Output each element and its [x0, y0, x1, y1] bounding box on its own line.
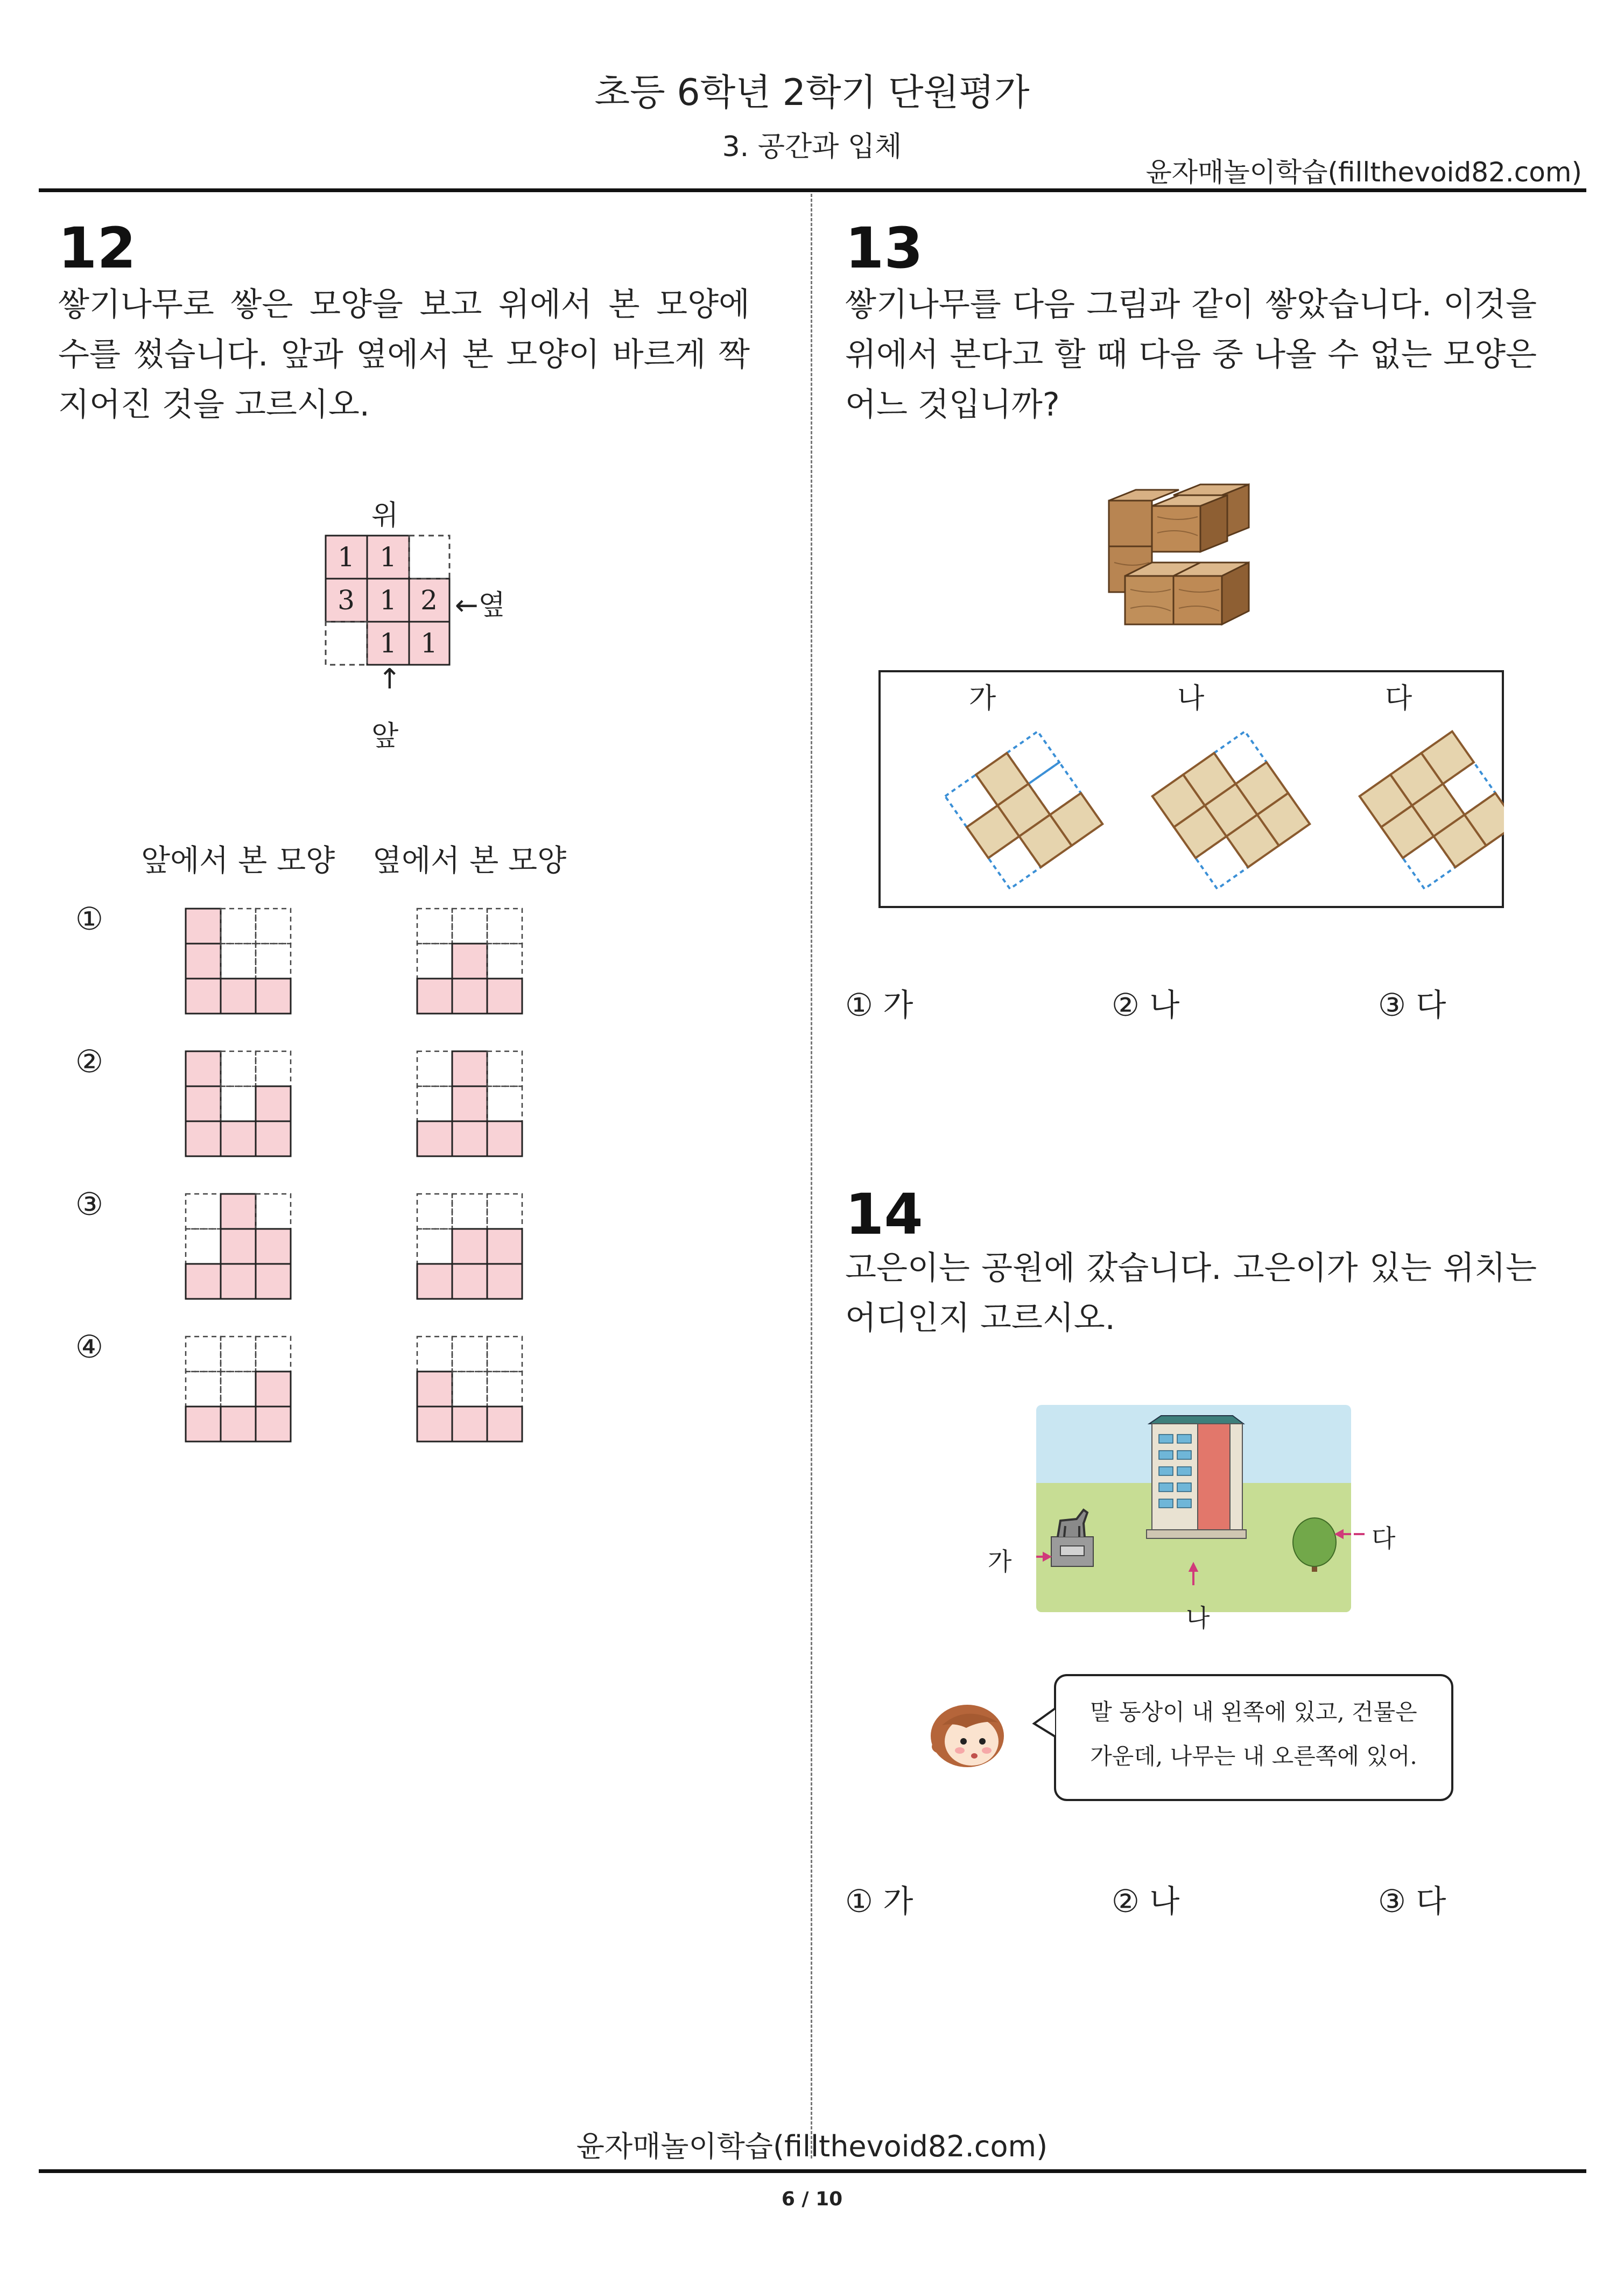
speech-line-2: 가운데, 나무는 내 오른쪽에 있어.: [1090, 1743, 1417, 1769]
view-empty-cell: [487, 1194, 522, 1229]
view-block: [186, 1121, 221, 1156]
unit-subtitle: 3. 공간과 입체: [722, 131, 902, 163]
view-empty-cell: [417, 944, 452, 979]
view-empty-cell: [417, 1051, 452, 1086]
view-block: [487, 1121, 522, 1156]
question-13-number: 13: [845, 215, 923, 281]
view-block: [256, 1086, 291, 1121]
option-4-front-view: [183, 1332, 293, 1448]
building-icon: [1147, 1416, 1246, 1538]
grid-number: 1: [379, 628, 397, 659]
view-block: [221, 1229, 256, 1264]
view-empty-cell: [487, 1337, 522, 1372]
view-block: [256, 1372, 291, 1407]
view-empty-cell: [221, 1337, 256, 1372]
map-label-ga: 가: [988, 1547, 1012, 1576]
question-12-text: 쌓기나무로 쌓은 모양을 보고 위에서 본 모양에 수를 썼습니다. 앞과 옆에서 본 모양이 바르게 짝지어진 것을 고르시오.: [58, 286, 750, 424]
view-empty-cell: [221, 909, 256, 944]
view-empty-cell: [417, 1194, 452, 1229]
column-header-side: 옆에서 본 모양: [372, 843, 567, 878]
grid-number: 1: [420, 628, 438, 659]
view-empty-cell: [452, 1337, 487, 1372]
view-empty-cell: [256, 944, 291, 979]
view-empty-cell: [186, 1229, 221, 1264]
view-block: [221, 1407, 256, 1442]
girl-avatar: [923, 1696, 1009, 1771]
view-empty-cell: [186, 1337, 221, 1372]
q13-choice-1[interactable]: ① 가: [845, 987, 913, 1023]
view-block: [452, 1407, 487, 1442]
q13-choice-2[interactable]: ② 나: [1112, 987, 1180, 1023]
view-block: [221, 1264, 256, 1299]
view-empty-cell: [452, 909, 487, 944]
view-empty-cell: [256, 909, 291, 944]
view-block: [256, 1229, 291, 1264]
view-block: [186, 909, 221, 944]
view-block: [487, 1264, 522, 1299]
option-3-front-view: [183, 1190, 293, 1305]
grid-number: 1: [379, 585, 397, 616]
view-block: [452, 1264, 487, 1299]
figure-label-ga: 가: [969, 683, 996, 715]
grid-label-side: ←옆: [455, 589, 505, 622]
footer-site: 윤자매놀이학습(fillthevoid82.com): [576, 2129, 1048, 2163]
q14-choice-3[interactable]: ③ 다: [1378, 1883, 1446, 1920]
view-block: [487, 979, 522, 1014]
view-block: [256, 1121, 291, 1156]
map-arrow-da: [1354, 1531, 1365, 1537]
view-block: [186, 1407, 221, 1442]
figure-label-na: 나: [1177, 683, 1205, 715]
view-block: [256, 1407, 291, 1442]
view-block: [186, 979, 221, 1014]
view-block: [221, 1121, 256, 1156]
view-empty-cell: [417, 1337, 452, 1372]
grid-number: 1: [338, 542, 355, 573]
view-block: [221, 1194, 256, 1229]
speech-line-1: 말 동상이 내 왼쪽에 있고, 건물은: [1090, 1699, 1417, 1725]
column-divider: [811, 194, 812, 2159]
grid-label-front: 앞: [371, 720, 399, 753]
view-empty-cell: [256, 1337, 291, 1372]
view-block: [452, 1086, 487, 1121]
view-empty-cell: [452, 1372, 487, 1407]
view-block: [452, 1051, 487, 1086]
option-3-mark[interactable]: ③: [75, 1186, 103, 1222]
speech-bubble-tail: [1031, 1706, 1058, 1739]
header-rule: [39, 188, 1586, 192]
page-title: 초등 6학년 2학기 단원평가: [594, 72, 1030, 114]
view-block: [186, 1264, 221, 1299]
option-1-front-view: [183, 904, 293, 1020]
view-block: [417, 1121, 452, 1156]
view-block: [186, 944, 221, 979]
view-empty-cell: [186, 1194, 221, 1229]
view-empty-cell: [186, 1372, 221, 1407]
page-number: 6 / 10: [781, 2188, 843, 2210]
view-empty-cell: [417, 1086, 452, 1121]
footer-rule: [39, 2169, 1586, 2173]
view-block: [487, 1229, 522, 1264]
option-2-front-view: [183, 1047, 293, 1163]
map-label-da: 다: [1372, 1524, 1396, 1553]
view-block: [417, 979, 452, 1014]
view-empty-cell: [221, 1086, 256, 1121]
view-empty-cell: [221, 944, 256, 979]
view-block: [256, 1264, 291, 1299]
view-block: [452, 1229, 487, 1264]
view-empty-cell: [417, 909, 452, 944]
view-empty-cell: [487, 944, 522, 979]
view-empty-cell: [256, 1194, 291, 1229]
q13-choice-3[interactable]: ③ 다: [1378, 987, 1446, 1023]
site-credit-top: 윤자매놀이학습(fillthevoid82.com): [1145, 157, 1582, 188]
view-block: [452, 979, 487, 1014]
grid-number: 3: [338, 585, 355, 616]
view-empty-cell: [487, 1372, 522, 1407]
view-empty-cell: [452, 1194, 487, 1229]
view-block: [256, 979, 291, 1014]
map-label-na: 나: [1186, 1604, 1210, 1633]
view-empty-cell: [487, 909, 522, 944]
option-3-side-view: [414, 1190, 525, 1305]
view-block: [186, 1086, 221, 1121]
view-block: [186, 1051, 221, 1086]
view-empty-cell: [487, 1086, 522, 1121]
park-map: [1036, 1405, 1351, 1612]
question-14-number: 14: [845, 1182, 923, 1247]
grid-number: 1: [379, 542, 397, 573]
question-13-text: 쌓기나무를 다음 그림과 같이 쌓았습니다. 이것을 위에서 본다고 할 때 다음 중 나올 수 없는 모양은 어느 것입니까?: [845, 286, 1537, 424]
view-empty-cell: [417, 1229, 452, 1264]
option-1-side-view: [414, 904, 525, 1020]
figure-label-da: 다: [1385, 683, 1412, 715]
option-2-side-view: [414, 1047, 525, 1163]
view-block: [487, 1407, 522, 1442]
grid-number: 2: [420, 585, 438, 616]
view-block: [452, 944, 487, 979]
view-block: [417, 1407, 452, 1442]
column-header-front: 앞에서 본 모양: [141, 843, 335, 878]
view-empty-cell: [487, 1051, 522, 1086]
option-4-side-view: [414, 1332, 525, 1448]
view-empty-cell: [221, 1372, 256, 1407]
question-12-number: 12: [58, 215, 136, 281]
view-empty-cell: [256, 1051, 291, 1086]
view-block: [417, 1264, 452, 1299]
option-1-mark[interactable]: ①: [75, 901, 103, 937]
view-empty-cell: [221, 1051, 256, 1086]
grid-label-top: 위: [371, 500, 399, 532]
speech-bubble: [1054, 1674, 1453, 1801]
view-block: [452, 1121, 487, 1156]
option-4-mark[interactable]: ④: [75, 1328, 103, 1365]
question-14-text: 고은이는 공원에 갔습니다. 고은이가 있는 위치는 어디인지 고르시오.: [845, 1249, 1537, 1337]
q14-choice-1[interactable]: ① 가: [845, 1883, 913, 1920]
stacked-blocks-figure: [1093, 474, 1286, 651]
view-block: [417, 1372, 452, 1407]
view-block: [221, 979, 256, 1014]
q14-choice-2[interactable]: ② 나: [1112, 1883, 1180, 1920]
top-view-grid: [323, 533, 452, 667]
option-2-mark[interactable]: ②: [75, 1043, 103, 1080]
front-arrow-icon: ↑: [378, 663, 402, 695]
